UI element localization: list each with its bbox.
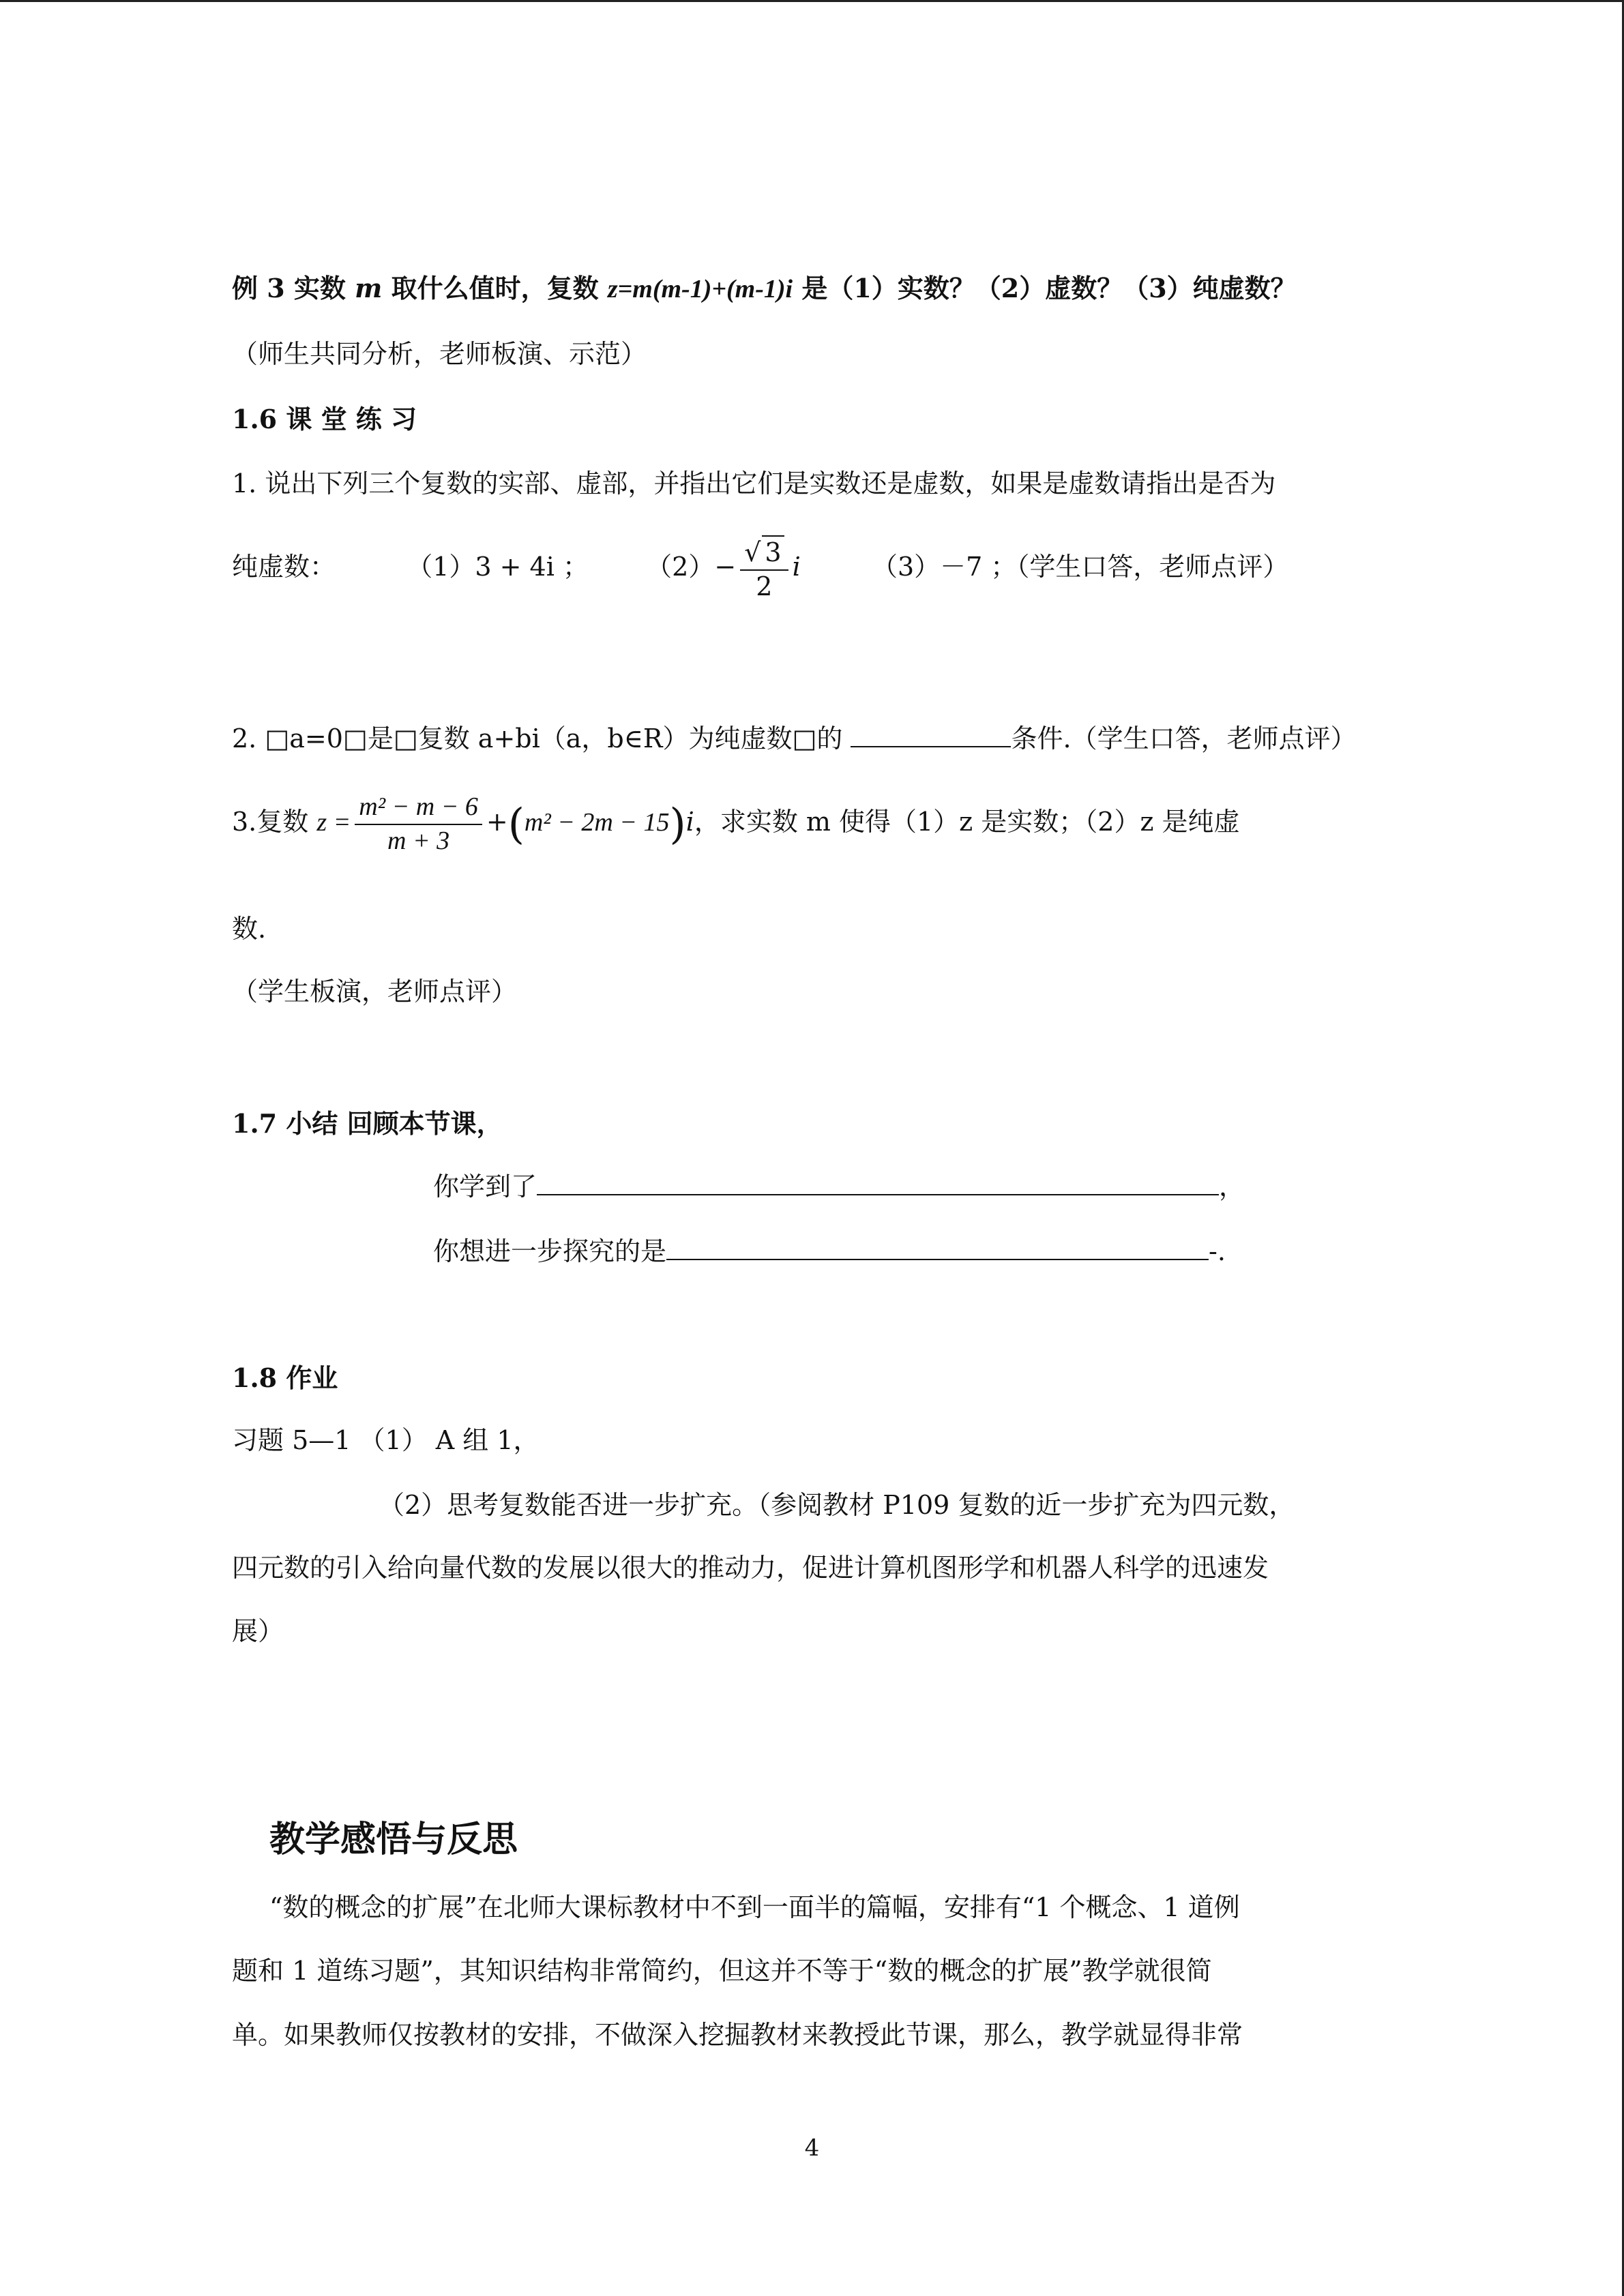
exercise-2	[232, 723, 1357, 755]
exercise-1-item-2-i: i	[792, 552, 801, 582]
exercise-3-note: （学生板演，老师点评）	[232, 976, 518, 1007]
section-1-8-heading: 1.8 作业	[232, 1362, 338, 1393]
exercise-2-part-2: 条件.（学生口答，老师点评）	[1011, 724, 1357, 754]
example-3-question	[232, 273, 1297, 305]
exercise-3-z-equals: z =	[316, 808, 351, 837]
summary-learned	[433, 1171, 1245, 1203]
reflection-line-3: 单。如果教师仅按教材的安排，不做深入挖掘教材来教授此节课，那么，教学就显得非常	[232, 2020, 1243, 2050]
exercise-1-item-3: （3）－7 ；（学生口答，老师点评）	[871, 552, 1289, 582]
exercise-1-item-2-numerator: 3	[762, 535, 784, 569]
homework-line-2: （2）思考复数能否进一步扩充。（参阅教材 P109 复数的近一步扩充为四元数，	[379, 1490, 1295, 1520]
exercise-3-prefix: 3.复数	[232, 807, 317, 837]
homework-line-1: 习题 5—1 （1） A 组 1，	[232, 1425, 540, 1455]
summary-explore-blank	[666, 1236, 1209, 1260]
summary-explore-label: 你想进一步探究的是	[433, 1236, 667, 1266]
exercise-3-numerator: m² − m − 6	[355, 791, 482, 825]
exercise-1-item-2-label: （2）	[646, 552, 715, 582]
summary-explore-end: -.	[1209, 1236, 1226, 1266]
exercise-1-item-2-fraction: $\frac{√ 3}{2}$	[740, 535, 788, 603]
summary-explore	[433, 1236, 1226, 1268]
section-1-6-heading: 1.6 课 堂 练 习	[232, 404, 417, 434]
homework-line-4: 展）	[232, 1616, 284, 1646]
example-3-mid: 取什么值时，复数	[382, 273, 608, 303]
example-3-var-m: m	[355, 273, 383, 303]
reflection-line-1: “数的概念的扩展”在北师大课标教材中不到一面半的篇幅，安排有“1 个概念、1 道例	[269, 1892, 1240, 1922]
exercise-3-denominator: m + 3	[387, 826, 450, 855]
example-3-suffix: 是（1）实数？（2）虚数？（3）纯虚数？	[793, 273, 1297, 303]
example-3-note: （师生共同分析，老师板演、示范）	[232, 339, 647, 369]
exercise-3-plus: +	[486, 807, 508, 837]
exercise-2-blank	[851, 723, 1011, 747]
reflection-title: 教学感悟与反思	[269, 1819, 518, 1860]
exercise-1-label: 纯虚数：	[232, 552, 336, 582]
summary-learned-blank	[537, 1171, 1219, 1195]
exercise-3-line-1: 3.复数 z = $\frac{\text{m² − m − 6}}{m + 3}$ +(m² − 2m − 15)i，求实数 m 使得（1）z 是实数；（2）z 是纯虚	[232, 791, 1240, 857]
section-1-7-heading: 1.7 小结 回顾本节课，	[232, 1108, 503, 1139]
exercise-3-fraction	[355, 791, 482, 857]
exercise-1-line-1: 1. 说出下列三个复数的实部、虚部，并指出它们是实数还是虚数，如果是虚数请指出是否为	[232, 468, 1276, 498]
example-3-prefix: 例 3 实数	[232, 273, 355, 303]
exercise-1-item-2-denominator: 2	[756, 571, 773, 601]
exercise-3-line-2: 数.	[232, 914, 267, 944]
exercise-1-item-1: （1）3 + 4i ；	[407, 552, 589, 582]
reflection-line-2: 题和 1 道练习题”，其知识结构非常简约，但这并不等于“数的概念的扩展”教学就很简	[232, 1956, 1212, 1986]
exercise-1-item-2-minus: −	[714, 552, 737, 582]
exercise-3-suffix: ，求实数 m 使得（1）z 是实数；（2）z 是纯虚	[694, 807, 1240, 837]
exercise-3-i: i	[685, 807, 694, 837]
exercise-2-part-1: 2. □a=0□是□复数 a+bi（a，b∈R）为纯虚数□的	[232, 724, 851, 754]
page-number: 4	[804, 2134, 820, 2162]
example-3-formula: z=m(m-1)+(m-1)i	[607, 275, 793, 303]
summary-learned-end: ，	[1219, 1172, 1245, 1202]
exercise-3-imag-part: m² − 2m − 15	[524, 808, 670, 837]
summary-learned-label: 你学到了	[433, 1172, 537, 1202]
exercise-1-line-2	[232, 535, 1288, 603]
homework-line-3: 四元数的引入给向量代数的发展以很大的推动力，促进计算机图形学和机器人科学的迅速发	[232, 1553, 1269, 1583]
page-top-border	[0, 0, 1624, 2]
